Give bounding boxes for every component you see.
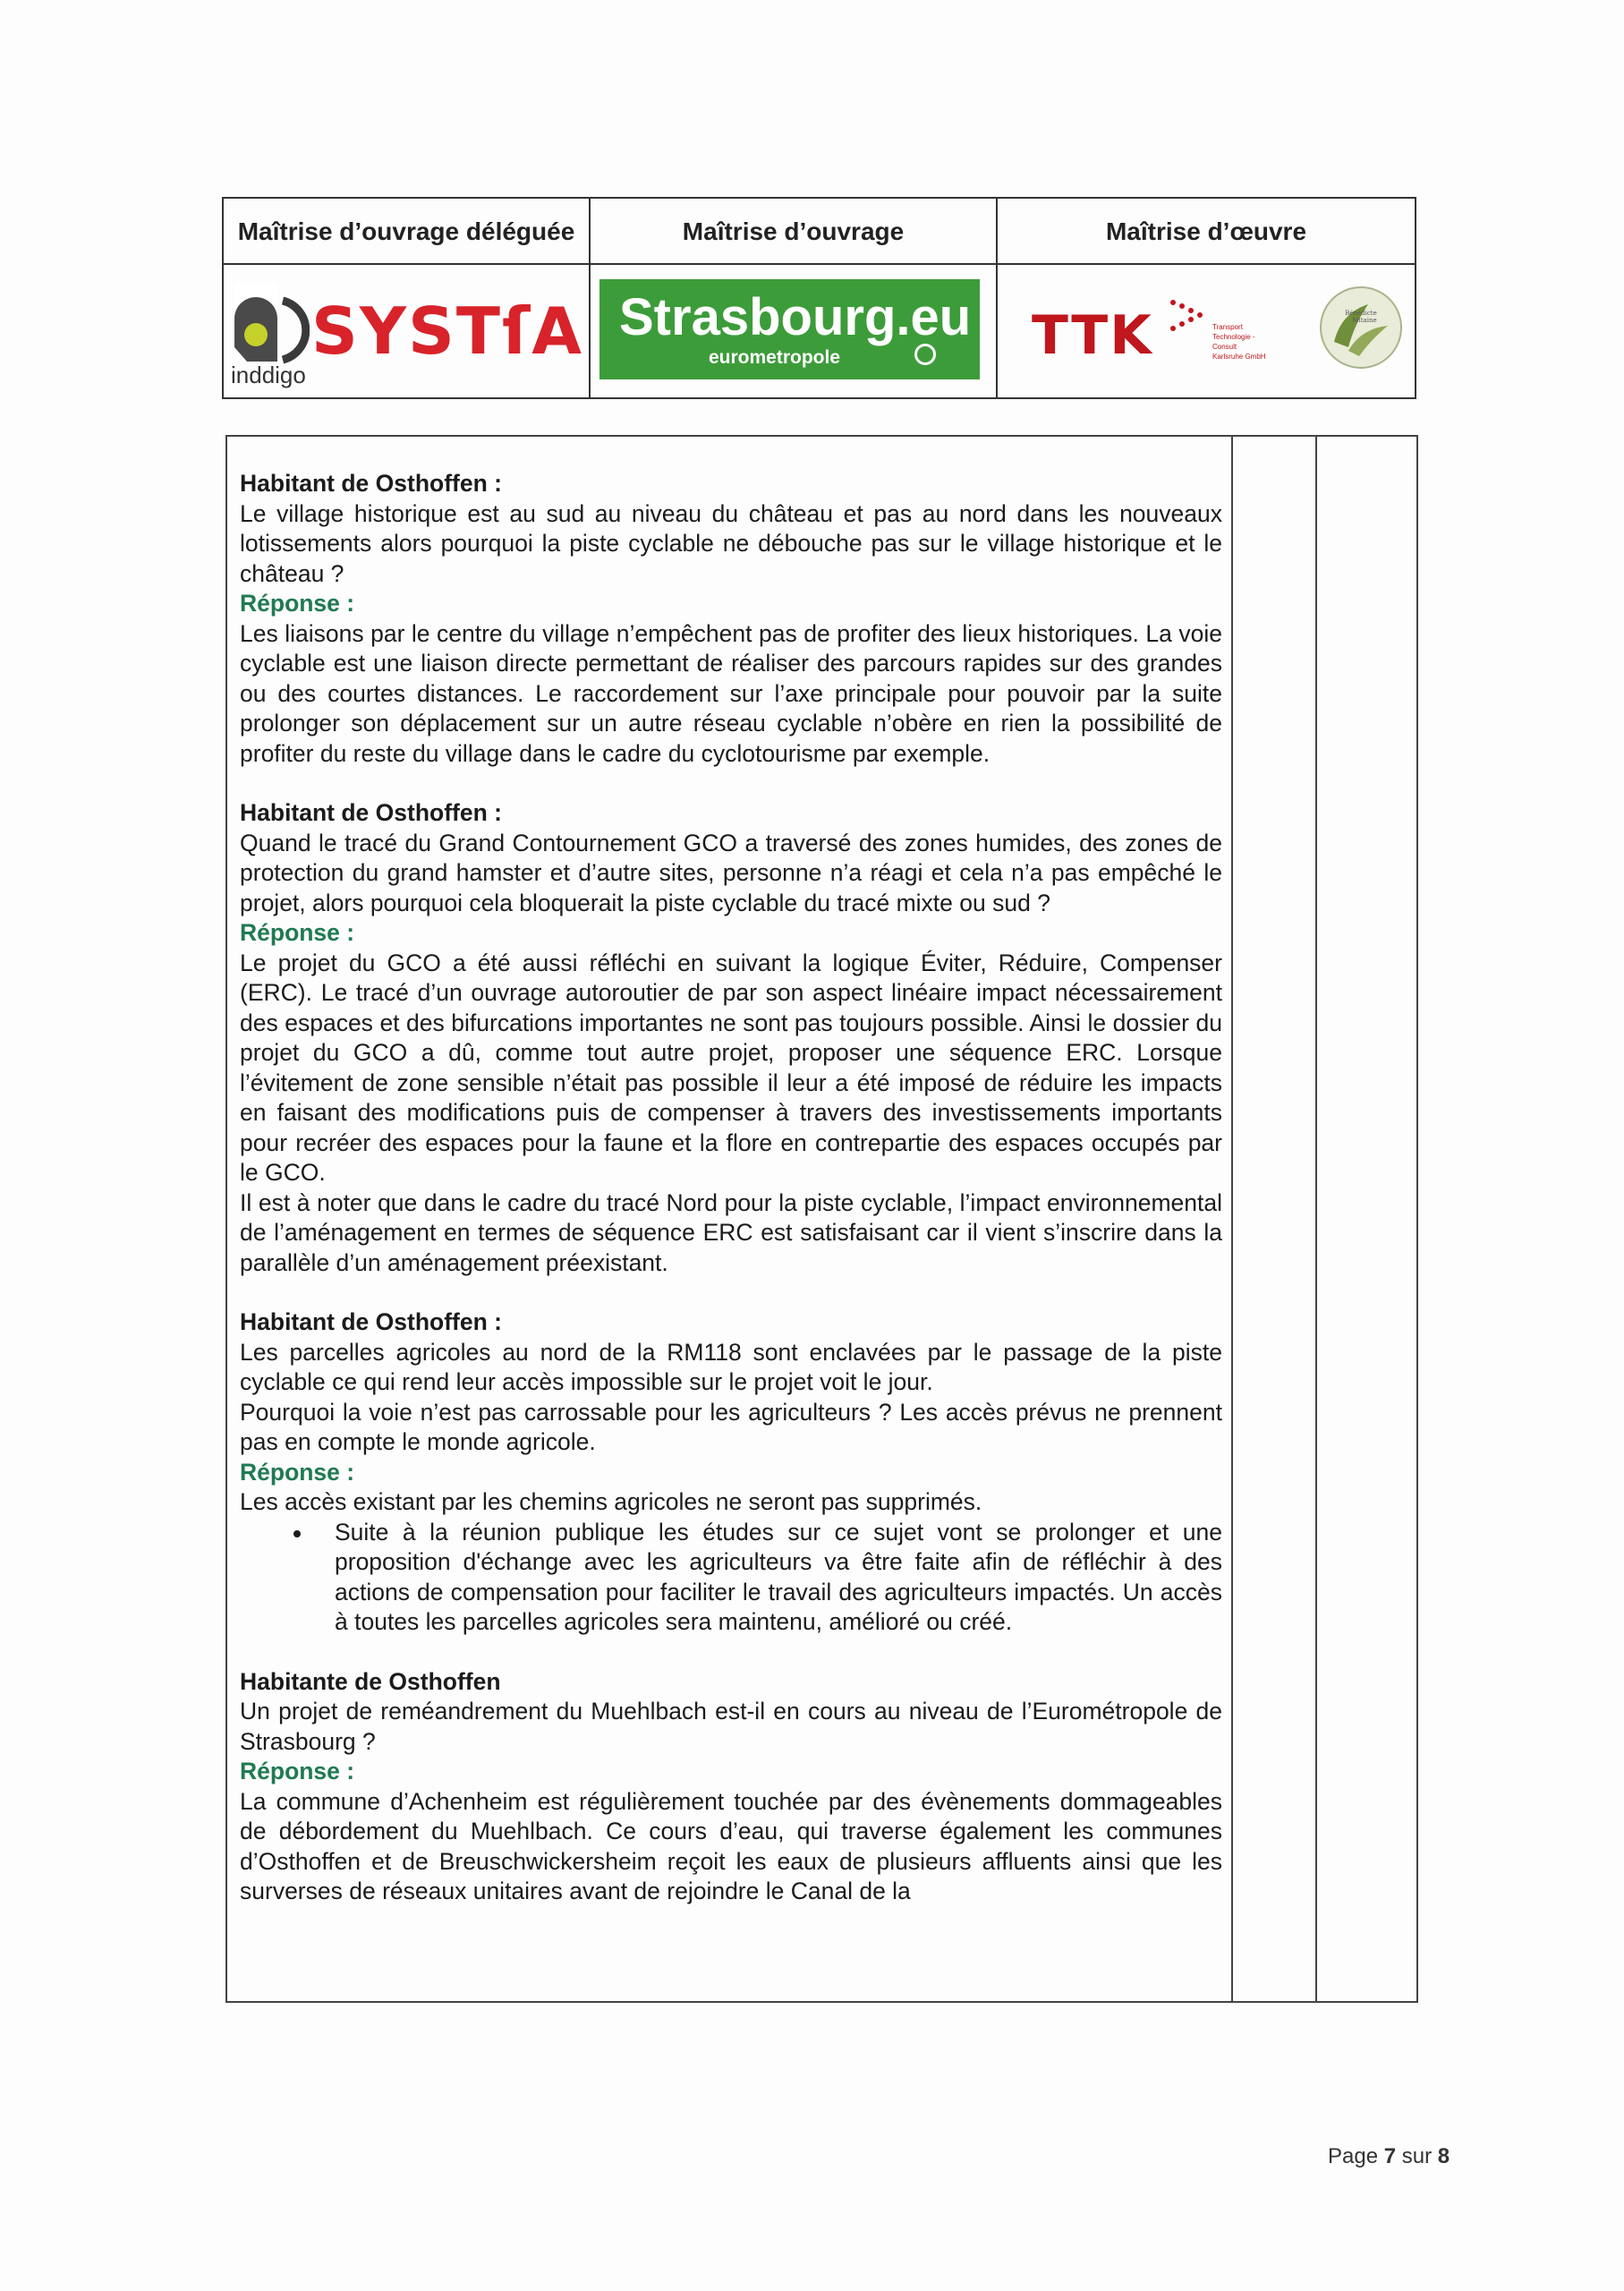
question-text: Quand le tracé du Grand Contournement GCO a traversé des zones humides, des zones de protection du grand hamster et d’autre sites, personne n’a réagi et cela n’a pas empêché le projet, alors pourquoi cela bloquerait la piste cyclable du tracé mixte ou sud ? bbox=[240, 829, 1222, 916]
inddigo-logo-text: inddigo bbox=[231, 362, 306, 388]
ttk-arrow-icon bbox=[1168, 299, 1211, 335]
answer-label: Réponse : bbox=[240, 1758, 355, 1784]
answer-label: Réponse : bbox=[240, 590, 355, 617]
asker-label: Habitante de Osthoffen bbox=[240, 1667, 501, 1695]
leaf-icon bbox=[1322, 288, 1400, 367]
ttk-subtitle: Transport Technologie - Consult Karlsruhe GmbH bbox=[1212, 323, 1266, 361]
answer-text: Le projet du GCO a été aussi réfléchi en suivant la logique Éviter, Réduire, Compenser (ERC). Le tracé d’un ouvrage autoroutier de par son aspect linéaire impact nécessairement des espaces et des bifurcations importantes ne sont pas toujours possible. Ainsi le dossier du projet du GCO a dû, comme tout autre projet, proposer une séquence ERC. Lorsque l’évitement de zone sensible n’était pas possible il leur a été imposé de réduire les impacts en faisant des modifications puis de compenser à travers des investissements importants pour recréer des espaces pour la faune et la flore en contrepartie des espaces occupés par le GCO. bbox=[240, 949, 1222, 1186]
bullet-text: Suite à la réunion publique les études sur ce sujet vont se prolonger et une proposition d'échange avec les agriculteurs va être faite afin de réfléchir à des actions de compensation pour faciliter le travail des agriculteurs impactés. Un accès à toutes les parcelles agricoles sera maintenu, amélioré ou créé. bbox=[335, 1518, 1222, 1635]
benedicte-mitaine-seal-logo bbox=[1320, 286, 1402, 369]
svg-text:Bénédicte: Bénédicte bbox=[1345, 310, 1377, 317]
qa-content bbox=[240, 469, 1222, 1937]
question-text: Le village historique est au sud au niveau du château et pas au nord dans les nouveaux lotissements alors pourquoi la piste cyclable ne débouche pas sur le village historique et le château ? bbox=[240, 499, 1222, 587]
answer-text: Les accès existant par les chemins agricoles ne seront pas supprimés. bbox=[240, 1488, 982, 1515]
systra-inddigo-logo bbox=[224, 265, 591, 399]
question-text: Les parcelles agricoles au nord de la RM118 sont enclavées par le passage de la piste cyclable ce qui rend leur accès impossible sur le projet voit le jour. bbox=[240, 1338, 1222, 1395]
qa-block-4 bbox=[240, 1667, 1222, 1907]
ttk-logo-text: TTK bbox=[1032, 304, 1153, 367]
answer-label: Réponse : bbox=[240, 919, 355, 946]
asker-label: Habitant de Osthoffen : bbox=[240, 470, 502, 497]
answer-text-2: Il est à noter que dans le cadre du tracé Nord pour la piste cyclable, l’impact environnemental de l’aménagement en termes de séquence ERC est satisfaisant car il vient s’inscrire dans la parallèle d’un aménagement préexistant. bbox=[240, 1188, 1222, 1276]
asker-label: Habitant de Osthoffen : bbox=[240, 1308, 502, 1335]
systra-arc-icon bbox=[277, 295, 310, 365]
qa-block-3 bbox=[240, 1307, 1222, 1638]
eurometropole-text: eurometropole bbox=[709, 347, 841, 368]
table-column-divider bbox=[1231, 437, 1233, 2001]
page-number: Page 7 sur 8 bbox=[1328, 2144, 1450, 2168]
answer-text: Les liaisons par le centre du village n’empêchent pas de profiter des lieux historiques. La voie cyclable est une liaison directe permettant de réaliser des parcours rapides sur des grandes ou des courtes distances. Le raccordement sur l’axe principale pour pouvoir par la suite prolonger son déplacement sur un autre réseau cyclable n’obère en rien la possibilité de profiter du reste du village dans le cadre du cyclotourisme par exemple. bbox=[240, 619, 1222, 767]
header-col3-title: Maîtrise d’œuvre bbox=[998, 199, 1415, 265]
question-text: Un projet de reméandrement du Muehlbach est-il en cours au niveau de l’Eurométropole de Strasbourg ? bbox=[240, 1698, 1222, 1755]
strasbourg-ring-icon bbox=[914, 344, 936, 365]
header-table bbox=[222, 197, 1416, 399]
bullet-icon bbox=[293, 1530, 301, 1537]
asker-label: Habitant de Osthoffen : bbox=[240, 799, 502, 826]
qa-block-1 bbox=[240, 469, 1222, 769]
svg-text:Mitaine: Mitaine bbox=[1352, 317, 1377, 324]
table-column-divider bbox=[1315, 437, 1317, 2001]
strasbourg-logo-text: Strasbourg.eu bbox=[619, 288, 972, 346]
question-text-2: Pourquoi la voie n’est pas carrossable pour les agriculteurs ? Les accès prévus ne prennent pas en compte le monde agricole. bbox=[240, 1398, 1222, 1455]
header-col1-title: Maîtrise d’ouvrage déléguée bbox=[224, 199, 591, 265]
header-col2-title: Maîtrise d’ouvrage bbox=[591, 199, 998, 265]
systra-logo-text: SYSTſA bbox=[311, 294, 584, 369]
answer-text: La commune d’Achenheim est régulièrement touchée par des évènements dommageables de débordement du Muehlbach. Ce cours d’eau, qui traverse également les communes d’Osthoffen et de Breuschwickersheim reçoit les eaux de plusieurs affluents ainsi que les surverses de réseaux unitaires avant de rejoindre le Canal de la bbox=[240, 1787, 1222, 1904]
content-table bbox=[225, 435, 1418, 2003]
bullet-item bbox=[240, 1518, 1222, 1638]
answer-label: Réponse : bbox=[240, 1458, 355, 1486]
qa-block-2 bbox=[240, 798, 1222, 1278]
ttk-logo-cell bbox=[998, 265, 1415, 399]
strasbourg-logo bbox=[599, 279, 980, 379]
strasbourg-logo-cell bbox=[591, 265, 998, 399]
